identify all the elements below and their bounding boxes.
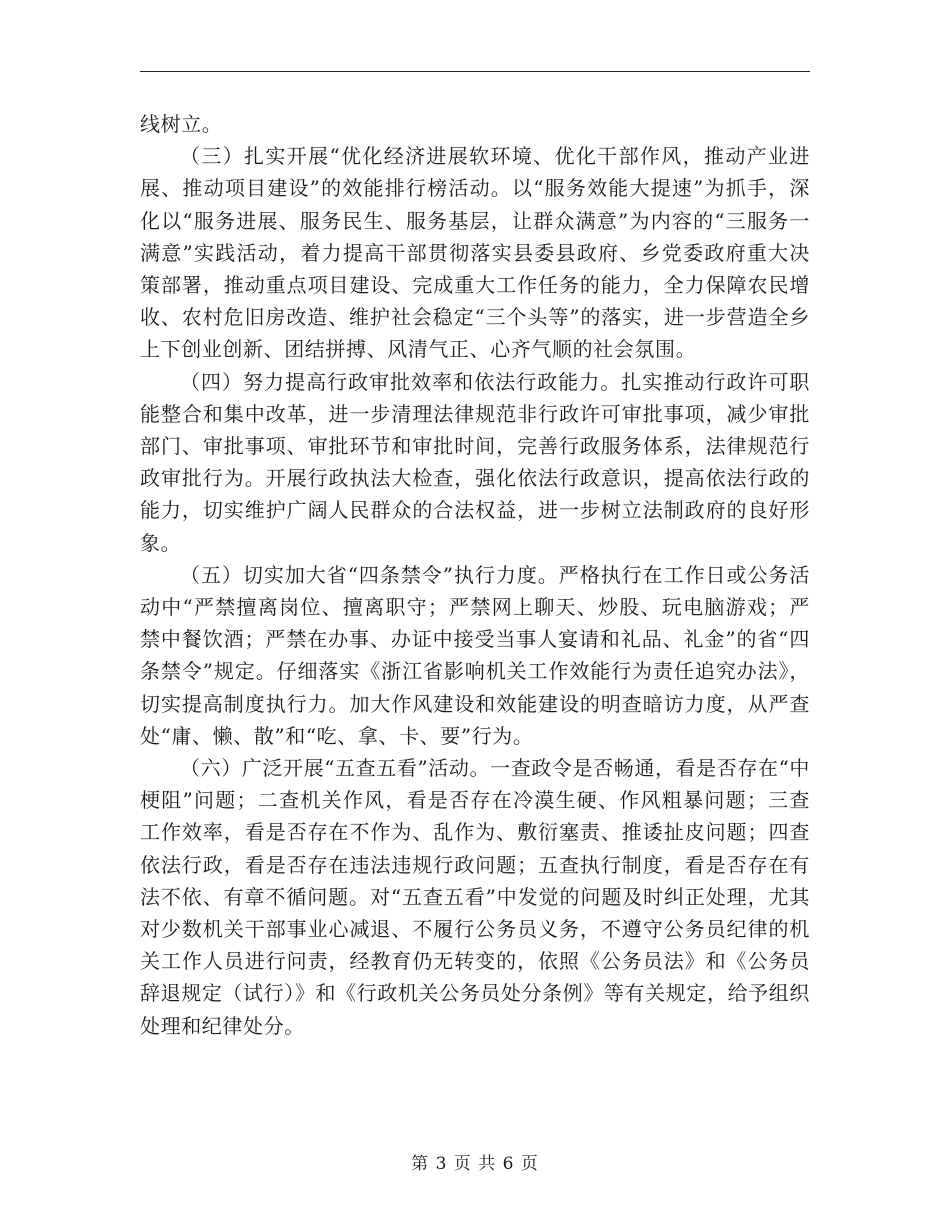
footer-suffix: 页 (520, 1154, 539, 1174)
paragraph-continuation: 线树立。 (140, 112, 223, 136)
paragraph-section-3: （三）扎实开展“优化经济进展软环境、优化干部作风，推动产业进展、推动项目建设”的效能排行榜活动。以“服务效能大提速”为抓手，深化以“服务进展、服务民生、服务基层，让群众满意”为内容的“三服务一满意”实践活动，着力提高干部贯彻落实县委县政府、乡党委政府重大决策部署，推动重点项目建设、完成重大工作任务的能力，全力保障农民增收、农村危旧房改造、维护社会稳定“三个头等”的落实，进一步营造全乡上下创业创新、团结拼搏、风清气正、心齐气顺的社会氛围。 (140, 144, 810, 362)
footer-current-page: 3 (435, 1154, 448, 1174)
paragraph-section-5: （五）切实加大省“四条禁令”执行力度。严格执行在工作日或公务活动中“严禁擅离岗位、擅离职守；严禁网上聊天、炒股、玩电脑游戏；严禁中餐饮酒；严禁在办事、办证中接受当事人宴请和礼品、礼金”的省“四条禁令”规定。仔细落实《浙江省影响机关工作效能行为责任追究办法》，切实提高制度执行力。加大作风建设和效能建设的明查暗访力度，从严查处“庸、懒、散”和“吃、拿、卡、要”行为。 (140, 562, 810, 748)
footer-middle: 页 共 (453, 1154, 497, 1174)
document-body (140, 108, 810, 1042)
footer-prefix: 第 (411, 1154, 430, 1174)
footer-total-pages: 6 (502, 1154, 515, 1174)
paragraph-section-6: （六）广泛开展“五查五看”活动。一查政令是否畅通，看是否存在“中梗阻”问题；二查机关作风，看是否存在冷漠生硬、作风粗暴问题；三查工作效率，看是否存在不作为、乱作为、敷衍塞责、推诿扯皮问题；四查依法行政，看是否存在违法违规行政问题；五查执行制度，看是否存在有法不依、有章不循问题。对“五查五看”中发觉的问题及时纠正处理，尤其对少数机关干部事业心减退、不履行公务员义务，不遵守公务员纪律的机关工作人员进行问责，经教育仍无转变的，依照《公务员法》和《公务员辞退规定（试行）》和《行政机关公务员处分条例》等有关规定，给予组织处理和纪律处分。 (140, 756, 810, 1038)
header-rule (140, 71, 810, 72)
paragraph-section-4: （四）努力提高行政审批效率和依法行政能力。扎实推动行政许可职能整合和集中改革，进一步清理法律规范非行政许可审批事项，减少审批部门、审批事项、审批环节和审批时间，完善行政服务体系，法律规范行政审批行为。开展行政执法大检查，强化依法行政意识，提高依法行政的能力，切实维护广阔人民群众的合法权益，进一步树立法制政府的良好形象。 (140, 369, 810, 555)
page-footer (0, 1152, 950, 1176)
